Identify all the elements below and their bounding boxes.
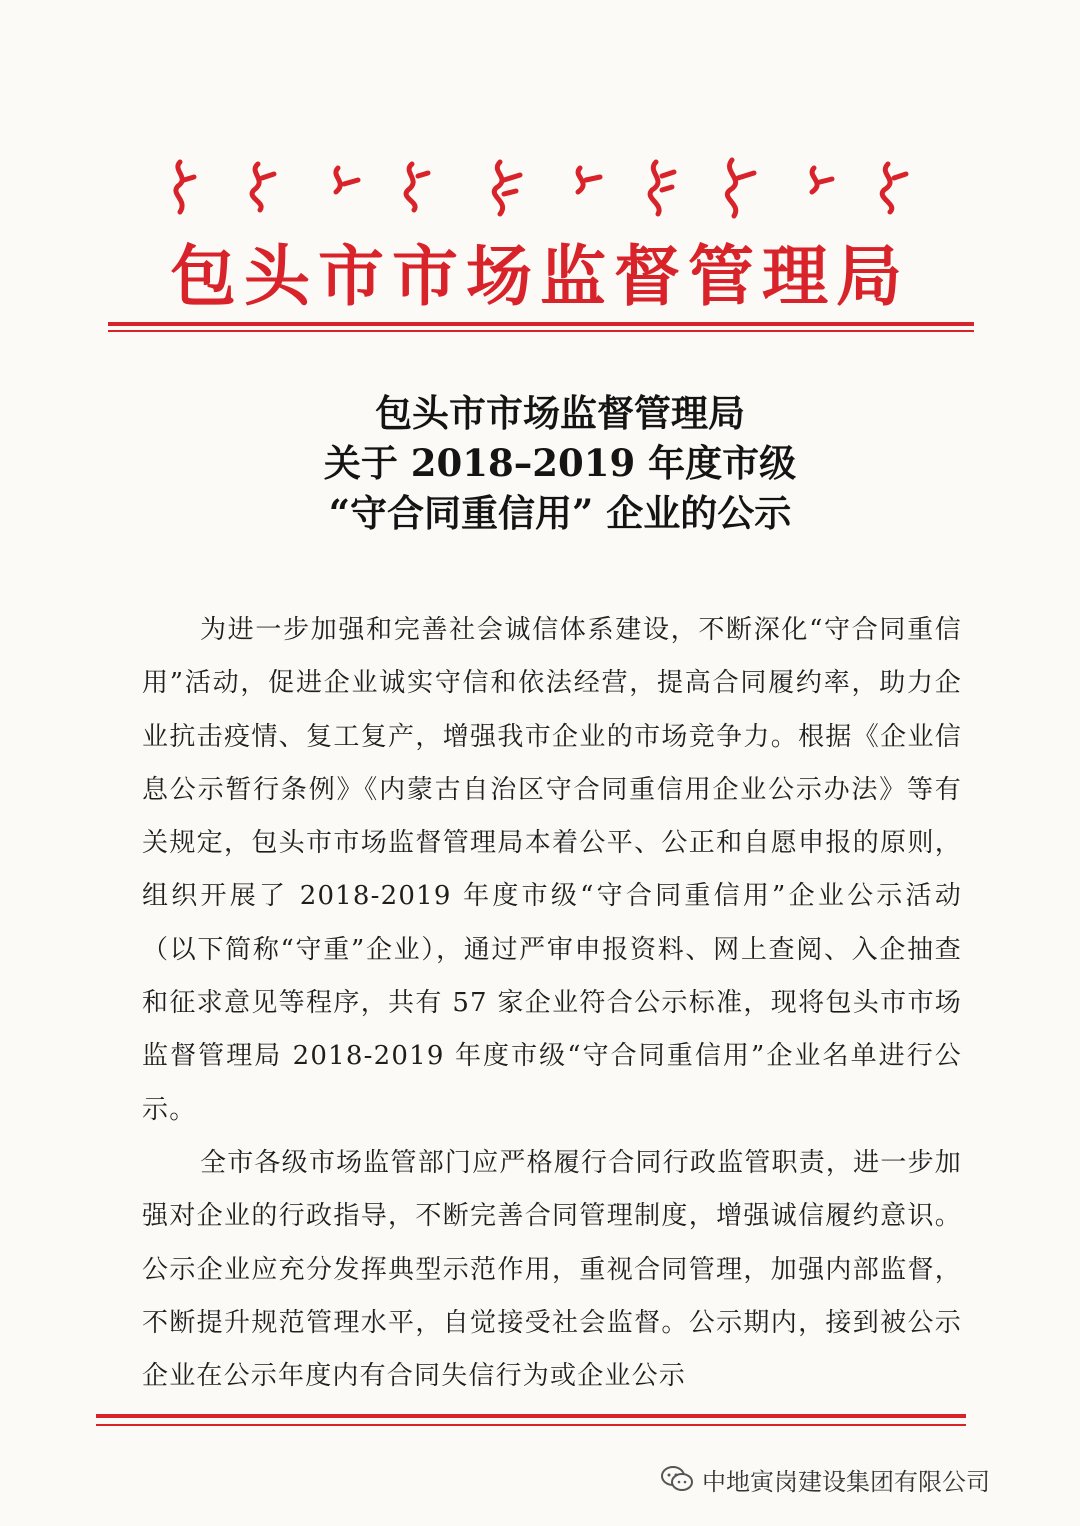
watermark-label: 中地寅岗建设集团有限公司 [702,1467,990,1496]
footer-divider-line-thin [96,1424,966,1426]
document-title-line-2: 关于 2018–2019 年度市级 [323,441,797,485]
document-title-line-3: “守合同重信用” 企业的公示 [328,491,792,535]
body-paragraph-1: 为进一步加强和完善社会诚信体系建设，不断深化“守合同重信用”活动，促进企业诚实守信和依法经营，提高合同履约率，助力企业抗击疫情、复工复产，增强我市企业的市场竞争力。根据《企业信息公示暂行条例》《内蒙古自治区守合同重信用企业公示办法》等有关规定，包头市市场监督管理局本着公平、公正和自愿申报的原则，组织开展了 2018-2019 年度市级“守合同重信用”企业公示活动（以下简称“守重”企业），通过严审申报资料、网上查阅、入企抽查和征求意见等程序，共有 57 家企业符合公示标准，现将包头市市场监督管理局 2018-2019 年度市级“守合同重信用”企业名单进行公示。 [142,615,962,1125]
document-title-line-1: 包头市市场监督管理局 [375,391,745,435]
document-body [142,604,962,1403]
watermark [660,1462,1060,1496]
document-title [200,388,920,538]
header-divider-line [108,322,974,326]
wechat-icon [660,1464,694,1494]
footer-divider-line [96,1414,966,1418]
mongolian-script-header [150,150,930,220]
header-divider-line-thin [108,330,974,332]
issuing-authority-header: 包头市市场监督管理局 [170,237,910,315]
body-paragraph-2: 全市各级市场监管部门应严格履行合同行政监管职责，进一步加强对企业的行政指导，不断完善合同管理制度，增强诚信履约意识。公示企业应充分发挥典型示范作用，重视合同管理，加强内部监督，不断提升规范管理水平，自觉接受社会监督。公示期内，接到被公示企业在公示年度内有合同失信行为或企业公示 [142,1147,962,1392]
